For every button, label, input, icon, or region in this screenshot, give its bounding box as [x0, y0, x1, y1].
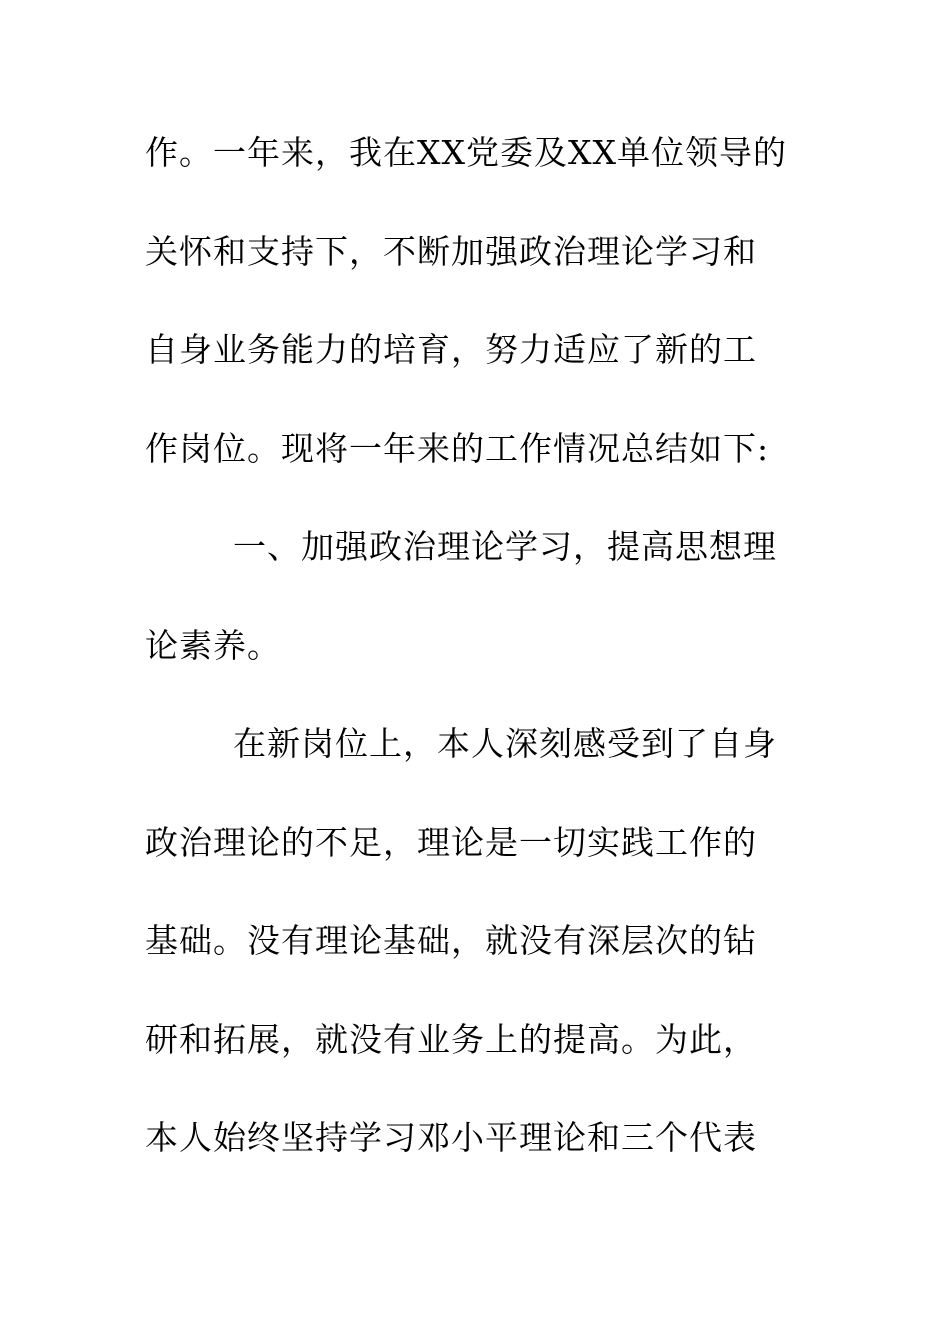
paragraph-line: 研和拓展，就没有业务上的提高。为此， [145, 1019, 757, 1059]
paragraph-line: 基础。没有理论基础，就没有深层次的钻 [145, 921, 757, 960]
paragraph-line: 政治理论的不足，理论是一切实践工作的 [145, 822, 757, 862]
paragraph-line: 关怀和支持下，不断加强政治理论学习和 [145, 231, 757, 271]
paragraph-line: 作岗位。现将一年来的工作情况总结如下: [145, 428, 770, 468]
paragraph-line: 在新岗位上，本人深刻感受到了自身 [233, 724, 777, 763]
paragraph-line: 自身业务能力的培育，努力适应了新的工 [145, 330, 757, 369]
document-body [145, 120, 815, 1204]
section-heading-line: 论素养。 [145, 625, 281, 665]
section-heading-line: 一、加强政治理论学习，提高思想理 [233, 527, 777, 566]
paragraph-line: 作。一年来，我在XX党委及XX单位领导的 [145, 133, 787, 172]
paragraph-line: 本人始终坚持学习邓小平理论和三个代表 [145, 1118, 757, 1157]
